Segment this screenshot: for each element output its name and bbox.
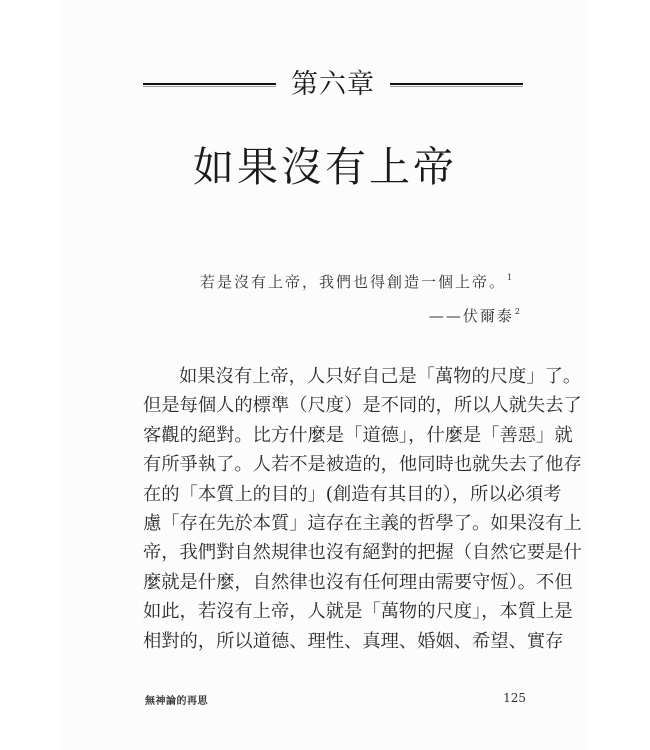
epigraph-attribution: ——伏爾泰	[428, 307, 514, 325]
epigraph-quote: 若是沒有上帝，我們也得創造一個上帝。	[200, 273, 507, 291]
epigraph-attribution-line	[200, 302, 520, 326]
body-line: 如此，若沒有上帝，人就是「萬物的尺度」，本質上是	[143, 601, 573, 623]
body-line: 麼就是什麼，自然律也沒有任何理由需要守恆）。不但	[143, 571, 573, 593]
chapter-title: 如果沒有上帝	[193, 143, 457, 191]
chapter-label: 第六章	[291, 69, 375, 100]
footnote-marker-2[interactable]: 2	[514, 307, 520, 316]
body-line: 有所爭執了。人若不是被造的，他同時也就失去了他存	[143, 454, 582, 476]
body-line: 帝，我們對自然規律也沒有絕對的把握（自然它要是什	[143, 542, 582, 564]
footnote-marker-1[interactable]: 1	[507, 273, 513, 282]
page-number: 125	[503, 691, 526, 705]
epigraph	[200, 268, 520, 326]
body-line: 相對的，所以道德、理性、真理、婚姻、希望、實存	[143, 630, 564, 652]
body-line: 但是每個人的標準（尺度）是不同的，所以人就失去了	[143, 395, 582, 417]
chapter-header	[143, 68, 523, 104]
body-line: 在的「本質上的目的」(創造有其目的），所以必須考	[143, 483, 562, 505]
body-line: 客觀的絕對。比方什麼是「道德」，什麼是「善惡」就	[143, 424, 573, 446]
body-line: 慮「存在先於本質」這存在主義的哲學了。如果沒有上	[143, 512, 582, 534]
epigraph-quote-line	[200, 268, 520, 292]
footer-book-title: 無神論的再思	[145, 696, 208, 707]
body-paragraph	[143, 362, 582, 656]
decorative-rule-right	[390, 83, 523, 87]
page-footer	[143, 692, 526, 712]
body-line: 如果沒有上帝，人只好自己是「萬物的尺度」了。	[179, 366, 582, 387]
